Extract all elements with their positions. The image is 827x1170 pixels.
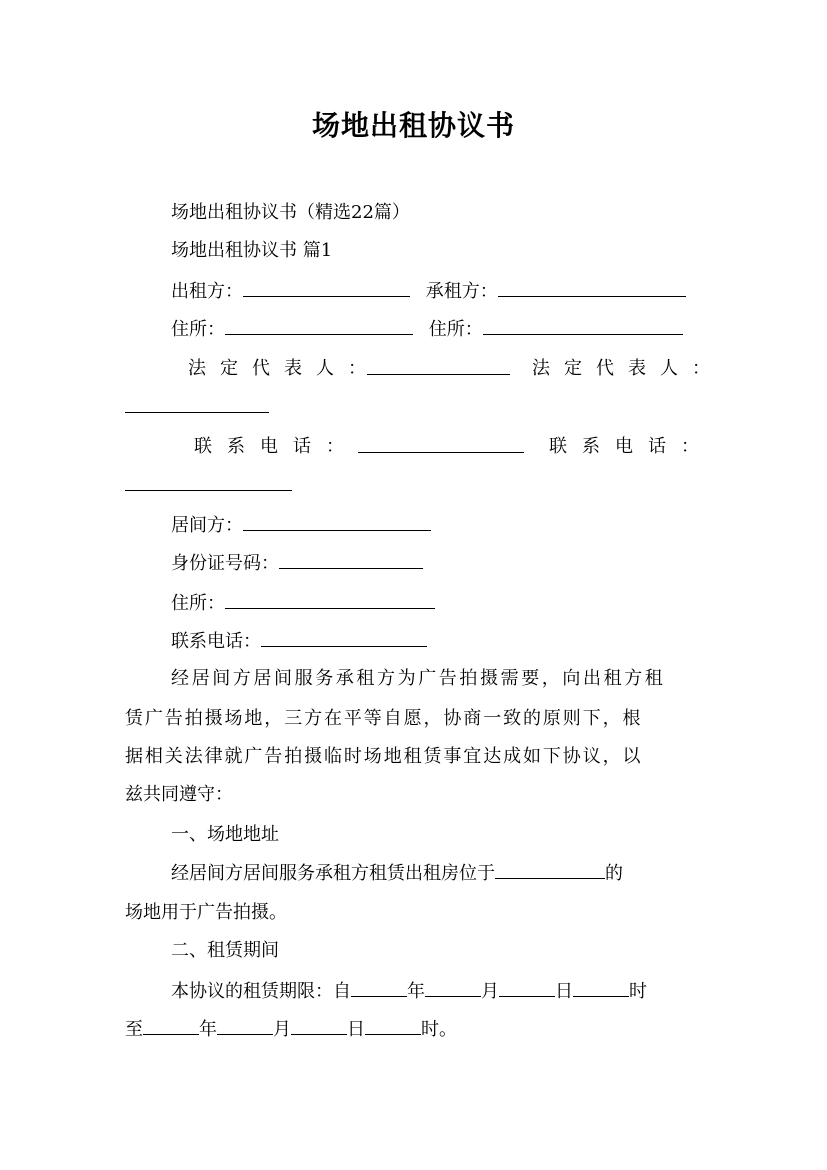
legal-rep-right-blank-wrap [125,394,269,420]
term-to-year: 年 [199,1019,217,1040]
legal-rep-left-label: 法定代表人： [188,358,380,379]
clause1-heading: 一、场地地址 [171,824,279,845]
term-to-year-blank [143,1016,199,1035]
lessor-blank [243,278,410,297]
phone-left-blank [358,434,524,453]
broker-phone-line [171,628,427,654]
clause1-location-blank [495,860,605,879]
legal-rep-right-blank [125,394,269,413]
phone-left-label: 联系电话： [194,436,359,457]
broker-phone-label: 联系电话： [171,631,261,652]
term-line-1 [171,978,647,1004]
broker-label: 居间方： [171,515,243,536]
intro-line-2: 赁广告拍摄场地，三方在平等自愿，协商一致的原则下，根 [125,708,643,729]
party-line [171,278,686,304]
broker-address-line [171,590,435,616]
section-heading: 场地出租协议书 篇1 [171,240,333,261]
term-from-year-blank [351,978,407,997]
term-from-day-blank [499,978,555,997]
id-blank [279,550,423,569]
term-to-month-blank [217,1016,273,1035]
lessee-address-label: 住所： [428,319,483,340]
lessee-address-blank [483,316,683,335]
clause1-text-b: 的 [605,863,623,884]
phone-right-label: 联系电话： [549,436,714,457]
lessee-label: 承租方： [425,281,498,302]
broker-address-label: 住所： [171,593,225,614]
clause1-text-a: 经居间方居间服务承租方租赁出租房位于 [171,863,495,884]
lessor-label: 出租方： [171,281,243,302]
legal-rep-left-blank [367,356,510,375]
phone-right-blank-wrap [125,472,292,498]
term-line-2 [125,1016,457,1042]
term-to-day: 日 [347,1019,365,1040]
term-to-text: 至 [125,1019,143,1040]
broker-line [171,512,431,538]
clause1-line2: 场地用于广告拍摄。 [125,902,287,923]
term-to-end: 时。 [421,1019,457,1040]
lessor-address-label: 住所： [171,319,225,340]
phone-left-blank-wrap [358,434,524,460]
legal-rep-right-label: 法定代表人： [532,358,724,379]
phone-right-blank [125,472,292,491]
term-from-text: 本协议的租赁期限：自 [171,981,351,1002]
term-from-day: 日 [555,981,573,1002]
clause1-line1 [171,860,623,886]
id-line [171,550,423,576]
term-to-day-blank [291,1016,347,1035]
id-label: 身份证号码： [171,553,279,574]
term-to-month: 月 [273,1019,291,1040]
term-from-hour-blank [573,978,629,997]
lessee-blank [498,278,686,297]
term-from-month-blank [425,978,481,997]
document-title: 场地出租协议书 [311,109,515,142]
broker-address-blank [225,590,435,609]
term-from-year: 年 [407,981,425,1002]
intro-line-4: 兹共同遵守： [125,784,233,805]
clause2-heading: 二、租赁期间 [171,940,279,961]
address-line [171,316,683,342]
broker-phone-blank [261,628,427,647]
term-from-month: 月 [481,981,499,1002]
document-subtitle: 场地出租协议书（精选22篇） [171,202,410,223]
legal-rep-left-blank-wrap [367,356,510,382]
intro-line-1: 经居间方居间服务承租方为广告拍摄需要，向出租方租 [171,668,666,689]
broker-blank [243,512,431,531]
lessor-address-blank [225,316,413,335]
intro-line-3: 据相关法律就广告拍摄临时场地租赁事宜达成如下协议，以 [125,746,643,767]
term-to-hour-blank [365,1016,421,1035]
term-from-hour: 时 [629,981,647,1002]
